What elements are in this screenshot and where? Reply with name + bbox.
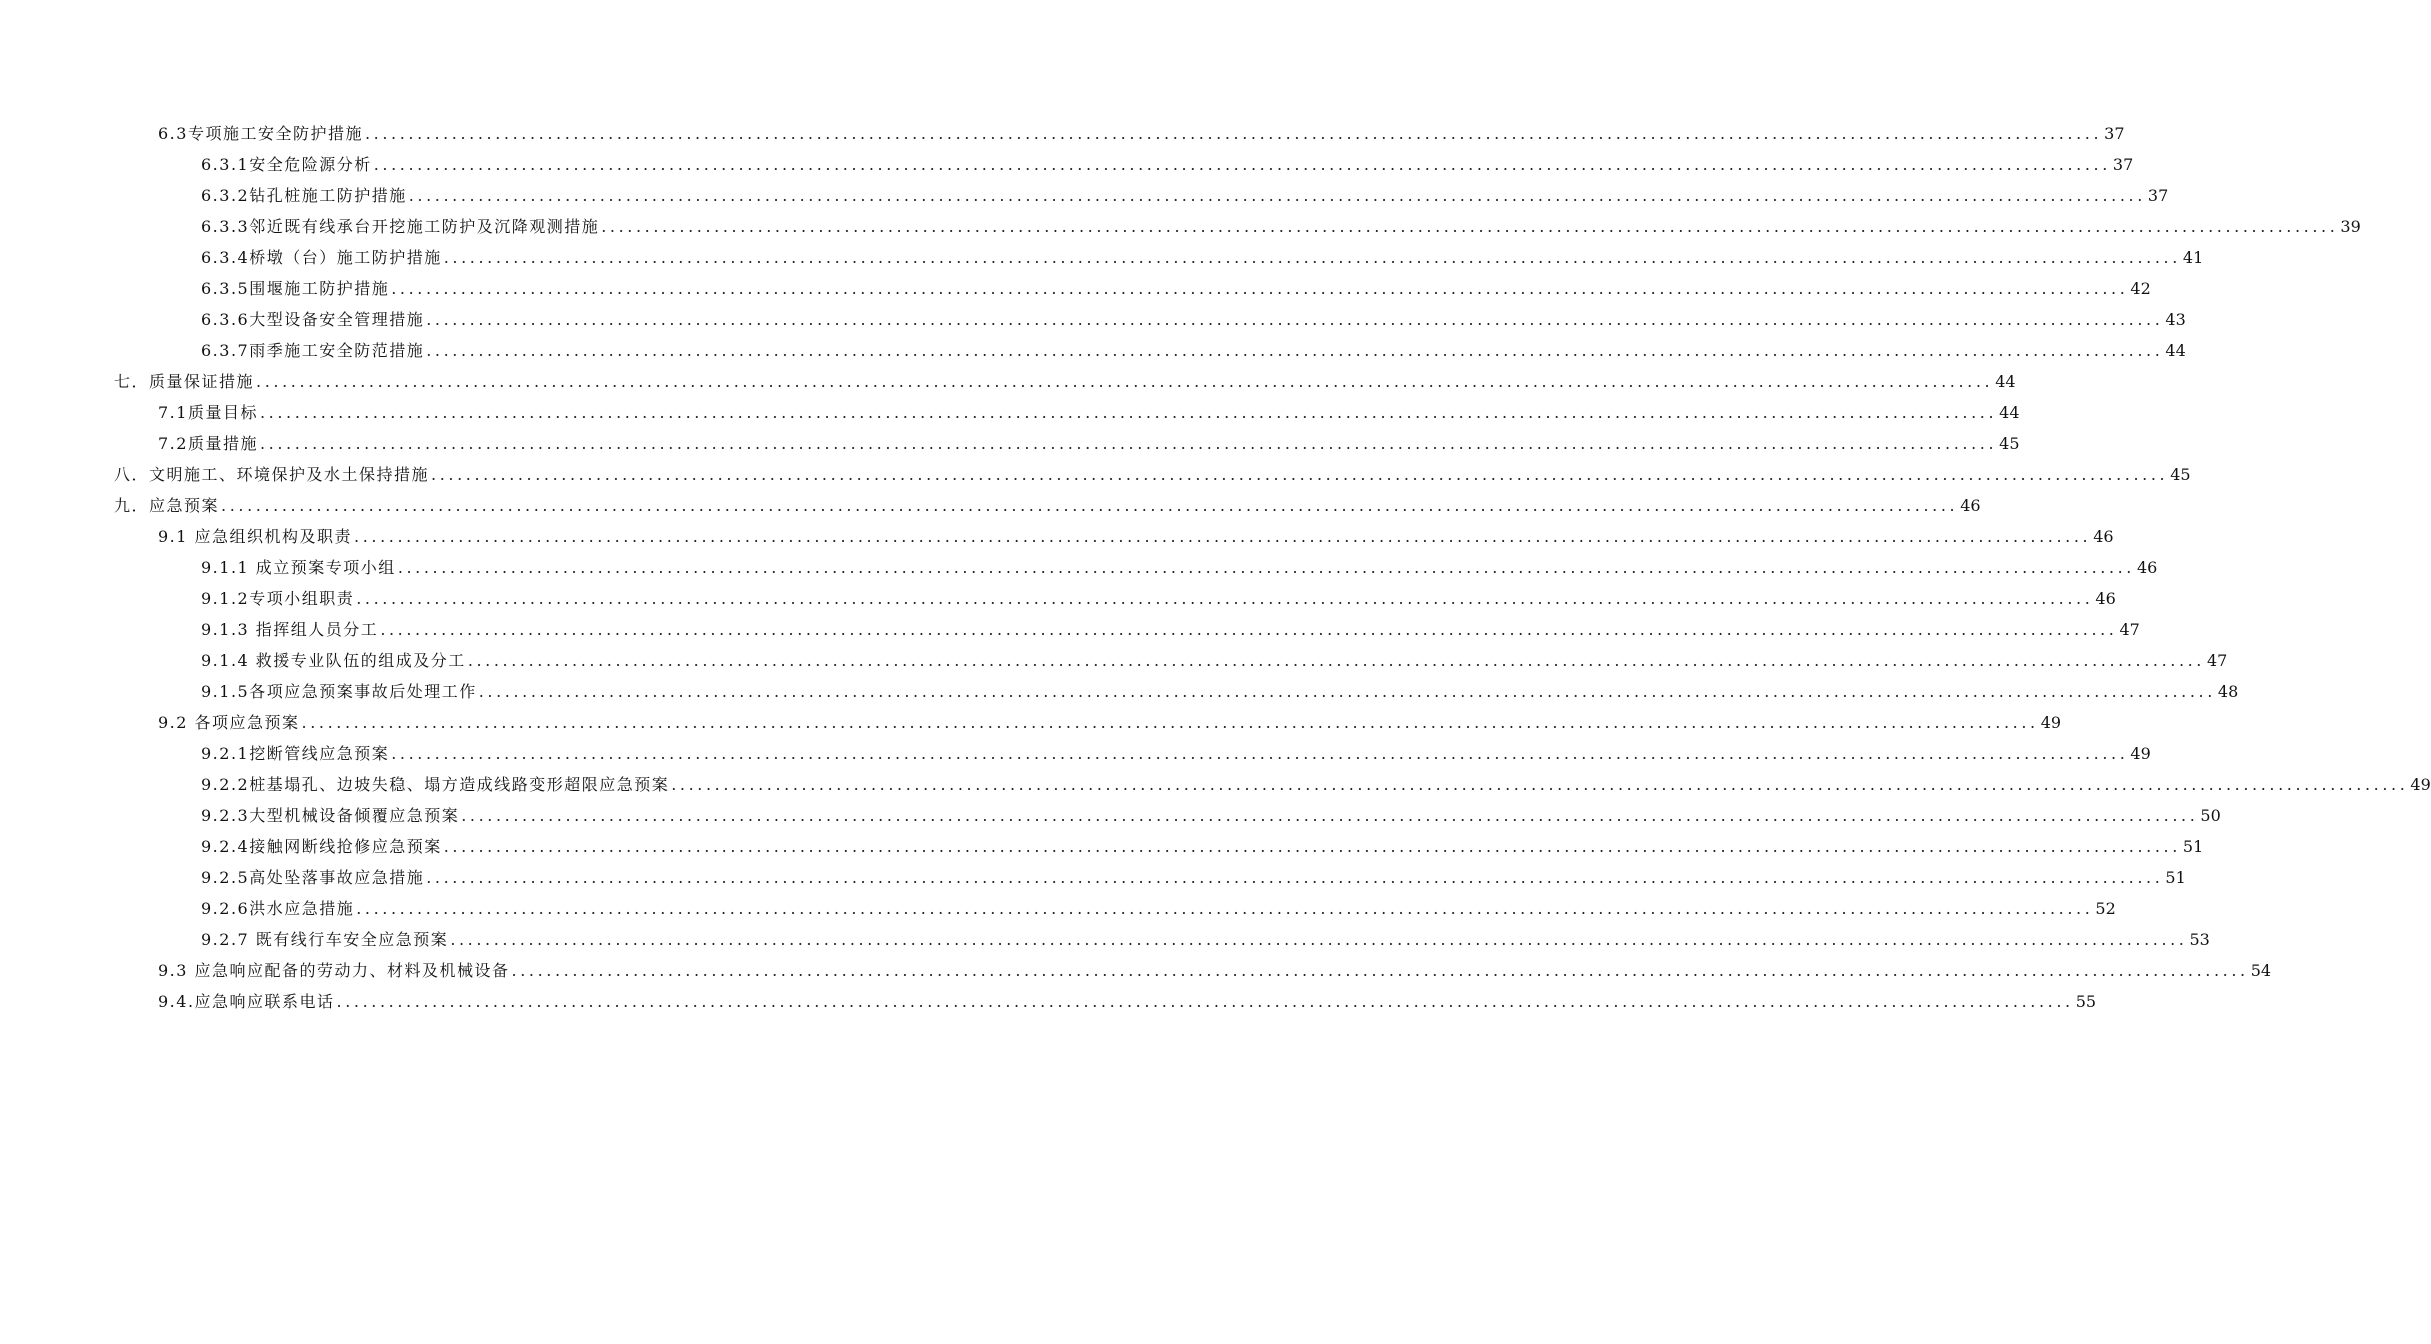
toc-dot-leader: ........................................................................................................................................................................................................: [391, 279, 2129, 298]
toc-entry[interactable]: [0, 643, 2228, 674]
toc-entry-title: 9.2.4接触网断线抢修应急预案: [201, 837, 442, 856]
toc-dot-leader: ........................................................................................................................................................................................................: [301, 713, 2039, 732]
toc-dot-leader: ........................................................................................................................................................................................................: [397, 558, 2135, 577]
toc-entry-page-number: 42: [2130, 279, 2151, 298]
toc-entry[interactable]: [0, 457, 2191, 488]
toc-entry-page-number: 43: [2165, 310, 2186, 329]
toc-entry-title: 9.1.5各项应急预案事故后处理工作: [201, 682, 477, 701]
toc-entry-title: 9.1.1 成立预案专项小组: [201, 558, 396, 577]
toc-dot-leader: ........................................................................................................................................................................................................: [511, 961, 2249, 980]
toc-entry-title: 6.3.6大型设备安全管理措施: [201, 310, 425, 329]
toc-entry[interactable]: [0, 705, 2062, 736]
toc-entry-title: 6.3专项施工安全防护措施: [158, 124, 363, 143]
toc-entry-page-number: 37: [2147, 186, 2169, 205]
toc-dot-leader: ........................................................................................................................................................................................................: [259, 434, 1998, 453]
toc-entry-title: 6.3.5围堰施工防护措施: [201, 279, 390, 298]
toc-entry-title: 9.2.7 既有线行车安全应急预案: [201, 930, 449, 949]
toc-dot-leader: ........................................................................................................................................................................................................: [356, 899, 2094, 918]
toc-entry-page-number: 44: [1995, 372, 2016, 391]
table-of-contents: [0, 116, 2431, 1015]
toc-entry[interactable]: [0, 333, 2186, 364]
toc-entry-title: 7.1质量目标: [158, 403, 258, 422]
toc-entry-title: 9.2 各项应急预案: [158, 713, 300, 732]
toc-entry[interactable]: [0, 984, 2097, 1015]
toc-dot-leader: ........................................................................................................................................................................................................: [408, 186, 2146, 205]
toc-entry-title: 6.3.2钻孔桩施工防护措施: [201, 186, 407, 205]
toc-entry[interactable]: [0, 426, 2020, 457]
toc-entry[interactable]: [0, 178, 2169, 209]
toc-entry[interactable]: [0, 240, 2204, 271]
toc-entry-page-number: 52: [2095, 899, 2116, 918]
toc-entry-title: 7.2质量措施: [158, 434, 258, 453]
toc-entry-page-number: 39: [2340, 217, 2361, 236]
toc-entry[interactable]: [0, 674, 2239, 705]
toc-dot-leader: ........................................................................................................................................................................................................: [478, 682, 2216, 701]
toc-dot-leader: ........................................................................................................................................................................................................: [601, 217, 2339, 236]
toc-entry[interactable]: [0, 209, 2361, 240]
toc-entry-page-number: 46: [2137, 558, 2158, 577]
toc-entry-page-number: 46: [2095, 589, 2116, 608]
toc-dot-leader: ........................................................................................................................................................................................................: [461, 806, 2199, 825]
toc-dot-leader: ........................................................................................................................................................................................................: [426, 310, 2164, 329]
toc-entry-page-number: 44: [1999, 403, 2020, 422]
toc-entry-page-number: 45: [1999, 434, 2020, 453]
toc-entry-page-number: 54: [2250, 961, 2272, 980]
toc-entry-page-number: 37: [2112, 155, 2134, 174]
toc-entry-page-number: 53: [2189, 930, 2210, 949]
toc-entry-page-number: 49: [2130, 744, 2151, 763]
toc-entry[interactable]: [0, 364, 2016, 395]
toc-entry-page-number: 46: [2093, 527, 2114, 546]
toc-entry[interactable]: [0, 116, 2125, 147]
toc-entry[interactable]: [0, 147, 2134, 178]
toc-entry[interactable]: [0, 395, 2020, 426]
toc-entry-title: 9.2.5高处坠落事故应急措施: [201, 868, 425, 887]
toc-entry-page-number: 37: [2104, 124, 2125, 143]
toc-entry-title: 9.2.3大型机械设备倾覆应急预案: [201, 806, 460, 825]
toc-entry-title: 9.1.4 救援专业队伍的组成及分工: [201, 651, 466, 670]
toc-entry-page-number: 49: [2410, 775, 2431, 794]
toc-entry-page-number: 49: [2040, 713, 2062, 732]
toc-entry-title: 九．应急预案: [114, 496, 220, 515]
toc-dot-leader: ........................................................................................................................................................................................................: [671, 775, 2409, 794]
toc-entry-page-number: 47: [2207, 651, 2228, 670]
toc-entry-title: 9.1.3 指挥组人员分工: [201, 620, 379, 639]
toc-entry[interactable]: [0, 922, 2210, 953]
toc-dot-leader: ........................................................................................................................................................................................................: [443, 248, 2181, 267]
toc-entry[interactable]: [0, 271, 2151, 302]
toc-entry-page-number: 50: [2200, 806, 2221, 825]
toc-entry-page-number: 44: [2165, 341, 2186, 360]
toc-entry-title: 9.1.2专项小组职责: [201, 589, 355, 608]
toc-dot-leader: ........................................................................................................................................................................................................: [356, 589, 2094, 608]
toc-entry-page-number: 46: [1960, 496, 1981, 515]
toc-entry-title: 9.4.应急响应联系电话: [158, 992, 335, 1011]
toc-dot-leader: ........................................................................................................................................................................................................: [256, 372, 1994, 391]
toc-entry[interactable]: [0, 302, 2186, 333]
toc-dot-leader: ........................................................................................................................................................................................................: [259, 403, 1998, 422]
toc-entry-title: 9.2.1挖断管线应急预案: [201, 744, 390, 763]
toc-dot-leader: ........................................................................................................................................................................................................: [221, 496, 1959, 515]
toc-dot-leader: ........................................................................................................................................................................................................: [373, 155, 2111, 174]
toc-entry[interactable]: [0, 891, 2116, 922]
toc-entry-page-number: 47: [2119, 620, 2140, 639]
toc-entry-page-number: 55: [2075, 992, 2097, 1011]
toc-entry[interactable]: [0, 829, 2204, 860]
toc-entry[interactable]: [0, 519, 2114, 550]
toc-entry-title: 七．质量保证措施: [114, 372, 255, 391]
toc-entry[interactable]: [0, 767, 2431, 798]
toc-entry-title: 6.3.4桥墩（台）施工防护措施: [201, 248, 442, 267]
toc-entry-page-number: 51: [2165, 868, 2186, 887]
toc-dot-leader: ........................................................................................................................................................................................................: [380, 620, 2118, 639]
toc-entry[interactable]: [0, 550, 2158, 581]
toc-dot-leader: ........................................................................................................................................................................................................: [336, 992, 2074, 1011]
toc-entry-title: 6.3.1安全危险源分析: [201, 155, 372, 174]
toc-dot-leader: ........................................................................................................................................................................................................: [354, 527, 2092, 546]
toc-entry[interactable]: [0, 612, 2140, 643]
toc-entry[interactable]: [0, 798, 2221, 829]
toc-entry[interactable]: [0, 488, 1981, 519]
toc-dot-leader: ........................................................................................................................................................................................................: [431, 465, 2169, 484]
toc-dot-leader: ........................................................................................................................................................................................................: [450, 930, 2188, 949]
toc-dot-leader: ........................................................................................................................................................................................................: [391, 744, 2129, 763]
toc-entry-page-number: 41: [2182, 248, 2204, 267]
toc-dot-leader: ........................................................................................................................................................................................................: [364, 124, 2103, 143]
toc-entry-title: 9.3 应急响应配备的劳动力、材料及机械设备: [158, 961, 510, 980]
toc-entry-title: 9.2.6洪水应急措施: [201, 899, 355, 918]
toc-entry-title: 9.1 应急组织机构及职责: [158, 527, 353, 546]
toc-entry-page-number: 51: [2182, 837, 2204, 856]
toc-entry-title: 八．文明施工、环境保护及水土保持措施: [114, 465, 430, 484]
toc-entry-title: 9.2.2桩基塌孔、边坡失稳、塌方造成线路变形超限应急预案: [201, 775, 670, 794]
toc-entry-title: 6.3.3邻近既有线承台开挖施工防护及沉降观测措施: [201, 217, 600, 236]
toc-entry[interactable]: [0, 736, 2151, 767]
toc-dot-leader: ........................................................................................................................................................................................................: [426, 341, 2164, 360]
toc-entry[interactable]: [0, 581, 2116, 612]
toc-entry-page-number: 48: [2217, 682, 2239, 701]
toc-entry-title: 6.3.7雨季施工安全防范措施: [201, 341, 425, 360]
toc-dot-leader: ........................................................................................................................................................................................................: [426, 868, 2164, 887]
toc-entry[interactable]: [0, 860, 2186, 891]
toc-entry-page-number: 45: [2170, 465, 2191, 484]
toc-dot-leader: ........................................................................................................................................................................................................: [443, 837, 2181, 856]
toc-entry[interactable]: [0, 953, 2272, 984]
toc-dot-leader: ........................................................................................................................................................................................................: [467, 651, 2205, 670]
